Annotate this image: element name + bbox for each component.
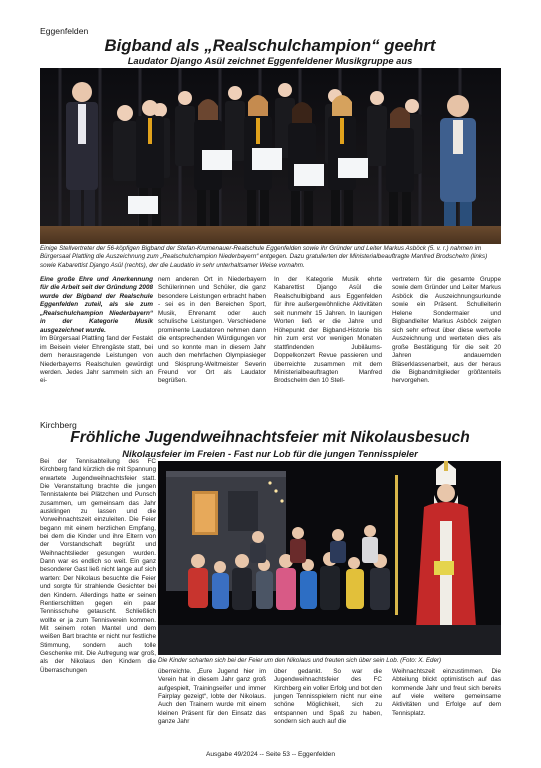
article1-paragraph-1: Im Bürgersaal Plattling fand der Festakt im Beisein vieler Ehrengäste statt, bei dem herausragende Leistungen von Niederbayerns Realschulen gewürdigt werden. Jedes Jahr sammeln sich an ei- — [40, 335, 153, 385]
article1-lead-paragraph: Eine große Ehre und Anerkennung für die Arbeit seit der Gründung 2008 wurde der Bigband der Realschule Eggenfelden zuteil, als sie zum „Realschulchampion Niederbayern“ in der Kategorie Musik ausgezeichnet wurde. — [40, 276, 153, 334]
section-label-kirchberg: Kirchberg — [40, 420, 77, 430]
subheadline-nikolausfeier: Nikolausfeier im Freien - Fast nur Lob für die jungen Tennisspieler — [122, 448, 418, 459]
bigband-group-photo — [40, 68, 501, 244]
article2-paragraph-left: Bei der Tennisabteilung des FC Kirchberg fand kürzlich die mit Spannung erwartete Jugendweihnachtsfeier statt. Die Veranstaltung brachte die jungen Tennistalente bei Plätzchen und Punsch zusammen, um gemeinsam das Jahr ausklingen zu lassen und die Vorweihnachtszeit einzuleiten. Die Feier begann mit einem herzlichen Empfang, bei dem die Kinder und ihre Eltern von der Vorstandschaft begrüßt und Weihnachtslieder gesungen wurden. Dann war es endlich so weit. Ein ganz besonderer Gast ließ nicht lange auf sich warten: Der Nikolaus besuchte die Feier und sorgte für strahlende Gesichter bei den Kindern. Allerdings hatte er seinen Rentierschlitten gegen ein paar Tennisschuhe getauscht. Schließlich wollte er ja zum Tennisverein kommen. Mit seinem roten Mantel und dem weißen Bart brachte er nicht nur festliche Stimmung, sondern auch tolle Geschenke mit. Die Aufregung war groß, als der Nikolaus den Kindern die Überraschungen — [40, 458, 156, 674]
article2-column-4 — [392, 668, 501, 718]
subheadline-bigband: Laudator Django Asül zeichnet Eggenfeldener Musikgruppe aus — [127, 55, 413, 66]
article1-paragraph-3: In der Kategorie Musik ehrte Kabarettist Django Asül die Realschulbigband aus Eggenfelden für ihre außergewöhnliche Aktivitäten seit nunmehr 15 Jahren. In launigen Worten ließ er die Jahre und Höhepunkt der Bigband-Historie bis hin zum erst vor wenigen Monaten stattfindenden Jubiläums-Doppelkonzert Revue passieren und überreichte zusammen mit dem Ministerialbeauftragten Manfred Brodschelm den 10 Stell- — [274, 276, 382, 385]
article1-paragraph-2: nem anderen Ort in Niederbayern Schülerinnen und Schüler, die ganz besondere Leistungen erbracht haben - sei es in den Bereichen Sport, Musik, Ehrenamt oder auch schulische Leistungen. Verschiedene prominente Laudatoren nehmen dann die entsprechenden Würdigungen vor und so konnte man in diesem Jahr auch den mehrfachen Olympiasieger und Skisprung-Weltmeister Severin Freund vor Ort als Laudator begrüßen. — [158, 276, 266, 385]
article2-left-column — [40, 458, 156, 675]
article2-paragraph-2: überreichte. „Eure Jugend hier im Verein hat in diesem Jahr ganz groß aufgespielt, Trainingseifer und immer Fairplay gezeigt“, lobte der Nikolaus. Auch den Trainern wurde mit einem kleinen Präsent für den Einsatz das ganze Jahr — [158, 668, 266, 726]
nikolaus-photo-caption: Die Kinder scharten sich bei der Feier um den Nikolaus und freuten sich über sein Lob. (Foto: X. Eder) — [158, 657, 442, 664]
article2-paragraph-3: über gedankt. So war die Jugendweihnachtsfeier des FC Kirchberg ein voller Erfolg und bot den jungen Tennisspielern nicht nur eine schöne Möglichkeit, sich zu entspannen und Spaß zu haben, sondern sich auch auf die — [274, 668, 382, 726]
page-footer: Ausgabe 49/2024 -- Seite 53 -- Eggenfelden — [205, 751, 336, 758]
article2-paragraph-4: Weihnachtszeit einzustimmen. Die Abteilung blickt optimistisch auf das kommende Jahr und freut sich bereits auf viele weitere gemeinsame Aktivitäten und Erfolge auf dem Tennisplatz. — [392, 668, 501, 717]
article1-paragraph-4: vertretern für die gesamte Gruppe sowie dem Gründer und Leiter Markus Asböck die Auszeichnungsurkunde sowie ein Präsent. Schulleiterin Helene Sondermaier und Bigbandleiter Markus Asböck zeigten sich sehr erfreut über diese wertvolle Auszeichnung und werteten dies als große Bestätigung für die seit 20 Jahren andauernden Bläserklassenarbeit, aus der heraus die Bigbandmitglieder größtenteils hervorgehen. — [392, 276, 501, 385]
article1-column-2 — [158, 276, 266, 386]
article2-column-3 — [274, 668, 382, 726]
section-label-eggenfelden: Eggenfelden — [40, 26, 89, 36]
article1-column-4 — [392, 276, 501, 386]
nikolaus-group-photo — [158, 461, 501, 655]
article2-column-2 — [158, 668, 266, 726]
article1-column-1 — [40, 276, 153, 386]
headline-jugendweihnachtsfeier: Fröhliche Jugendweihnachtsfeier mit Nikolausbesuch — [70, 429, 470, 446]
bigband-photo-caption: Einige Stellvertreter der 56-köpfigen Bigband der Stefan-Krumenauer-Realschule Eggenfelden sowie ihr Gründer und Leiter Markus Asböck (5. v. r.) nahmen im Bürgersaal Plattling die Auszeichnung zum „Realschulchampion Niederbayern“ entgegen. Dazu gratulierten der Ministerialbeauftragte Manfred Brodschelm (links) sowie Kabarettist Django Asül (rechts), der die Laudatio in sehr unterhaltsamer Weise vornahm. — [40, 245, 488, 269]
article1-column-3 — [274, 276, 382, 386]
headline-bigband: Bigband als „Realschulchampion“ geehrt — [104, 36, 436, 55]
